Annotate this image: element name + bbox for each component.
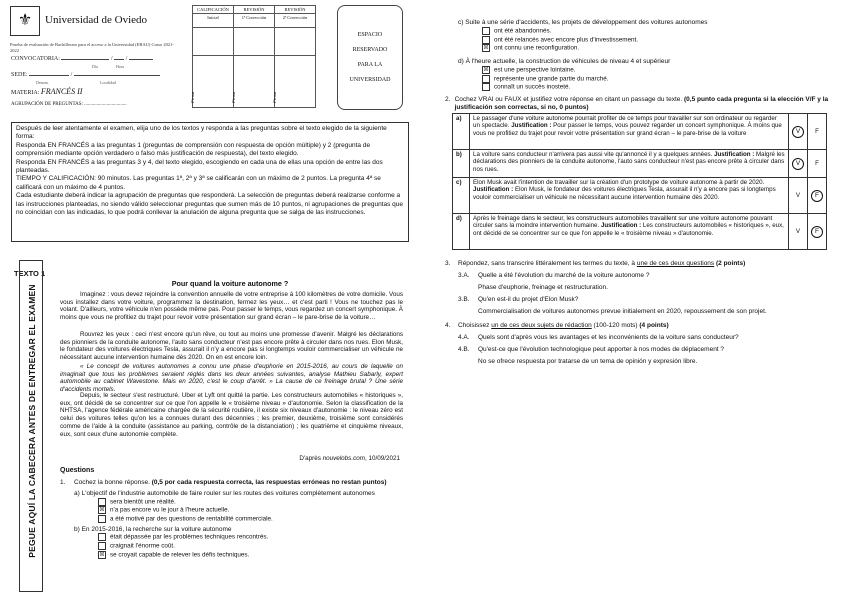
side-instruction: PEGUE AQUÍ LA CABECERA ANTES DE ENTREGAR EL EXAMEN: [27, 284, 37, 558]
instructions-paragraph: TIEMPO Y CALIFICACIÓN: 90 minutos. Las preguntas 1ª, 2ª y 3ª se calificarán con un máximo de 2 puntos. La pregunta 4ª se calificará con un máximo de 4 puntos.: [16, 175, 381, 191]
firma-label: Firma: [272, 91, 277, 103]
tf-row: [453, 178, 827, 214]
tf-text: Après le freinage dans le secteur, les constructeurs automobiles travaillent sur une voiture autonome pouvant circuler sans la moindre intervention humaine.: [473, 215, 773, 230]
firma-cell[interactable]: [231, 56, 275, 108]
option-label: représente une grande partie du marché.: [494, 75, 609, 83]
article-paragraph: Rouvrez les yeux : ceci n'est encore qu'un rêve, ou tout au moins une promesse d'avenir. Malgré les déclarations des pionniers de la conduite autonome, l'auto sans conducteur n'est pas encore prête à circuler dans nos rues. Elon Musk, le fondateur des voitures électriques Tesla, assurait il n'y a encore pas si longtemps vouloir commercialiser un véhicule ne nécessitant aucune intervention humaine dès 2020. On en est encore loin.: [60, 331, 403, 362]
tf-true-option[interactable]: [789, 178, 808, 214]
q1d-option[interactable]: [482, 83, 828, 92]
question-1: [60, 479, 405, 559]
espacio-line: UNIVERSIDAD: [349, 76, 391, 83]
tf-true-label: V: [795, 227, 801, 235]
option-label: a été motivé par des questions de rentabilité commerciale.: [110, 515, 273, 523]
q1d-option[interactable]: [482, 66, 828, 75]
q3b-answer: Commercialisation de voitures autonomes prevue initialement en 2020, repoussement de son projet.: [478, 308, 767, 315]
question-4-heading: [445, 322, 830, 330]
sede-field: SEDE: /: [11, 72, 160, 78]
q1d-intro: d) À l'heure actuelle, la construction de véhicules de niveau 4 et supérieur: [458, 58, 671, 65]
tf-false-circled: F: [811, 226, 823, 238]
question-1d: [458, 58, 828, 92]
calif-header: CALIFICACIÓN: [193, 6, 234, 14]
tf-just-label: Justification :: [600, 222, 642, 230]
tf-true-option[interactable]: [789, 214, 808, 250]
q1b-option[interactable]: [98, 533, 405, 542]
tf-false-option[interactable]: [808, 214, 827, 250]
q4a-question: Quels sont d'après vous les avantages et les inconvénients de la voiture sans conducteur?: [478, 334, 739, 341]
tf-just-label: Justification :: [714, 151, 755, 158]
checkbox[interactable]: [98, 498, 106, 506]
materia-label: MATERIA:: [11, 90, 40, 96]
true-false-table: [452, 113, 827, 250]
q1a-option[interactable]: [98, 506, 405, 515]
tf-statement: [470, 114, 789, 150]
q1a-intro: a) L'objectif de l'industrie automobile de faire rouler sur les routes des voitures complètement autonomes: [74, 489, 375, 497]
q3-text: Répondez, sans transcrire littéralement les termes du texte, à: [458, 260, 637, 267]
tf-false-circled: F: [811, 190, 823, 202]
tf-just-label: Justification :: [511, 122, 552, 130]
question-3-heading: [445, 260, 830, 268]
tf-false-option[interactable]: [808, 178, 827, 214]
tf-row: [453, 150, 827, 178]
option-label: était dépassée par les problèmes techniques rencontrés.: [110, 534, 269, 542]
question-2-heading: [445, 96, 830, 112]
q3b-question: Qu'en est-il du projet d'Elon Musk?: [478, 296, 579, 303]
article-title: Pour quand la voiture autonome ?: [171, 279, 289, 288]
tf-justification: Les constructeurs automobiles « historiques », eux, ont décidé de se concentrer sur ce que l'on appelle le « troisième niveau » d'autonomie.: [473, 222, 784, 237]
q4b-answer: No se ofrece respuesta por tratarse de un tema de opinión y expresión libre.: [478, 358, 698, 365]
calif-cell[interactable]: [234, 28, 275, 56]
tf-just-label: Justification :: [473, 186, 514, 194]
option-label: ont connu une reconfiguration.: [494, 45, 580, 53]
tf-justification: Malgré les déclarations des pionniers de la conduite autonome, l'auto sans conducteur n'est pas encore prête à circuler dans nos rues.: [473, 151, 785, 173]
tf-row: [453, 214, 827, 250]
q1b-option[interactable]: [98, 542, 405, 551]
option-label: ont été abandonnés.: [494, 27, 552, 35]
checkbox[interactable]: ☒: [483, 45, 489, 52]
instructions-paragraph: Después de leer atentamente el examen, elija uno de los textos y responda a las preguntas sobre el texto elegido de la siguiente forma:: [16, 125, 387, 141]
checkbox[interactable]: [482, 75, 490, 83]
checkbox[interactable]: [98, 515, 106, 523]
calif-header: REVISIÓN: [275, 6, 316, 14]
sede-localidad-label: Localidad: [100, 80, 116, 85]
option-label: craignait l'énorme coût.: [110, 542, 175, 550]
q4-options: [458, 334, 828, 366]
q4b-question: Qu'est-ce que l'évolution technologique peut apporter à nos modes de déplacement ?: [478, 346, 725, 353]
espacio-line: ESPACIO: [357, 31, 383, 38]
option-label: sera bientôt une réalité.: [110, 498, 176, 506]
q3-number: 3.: [445, 260, 451, 267]
q2-text: Cochez VRAI ou FAUX et justifiez votre réponse en citant un passage du texte.: [454, 96, 685, 103]
calif-sub: 1ª Corrección: [234, 14, 275, 28]
q1c-option[interactable]: [482, 44, 828, 53]
q1-text: Cochez la bonne réponse.: [74, 479, 152, 486]
q4-text: Choisissez: [458, 322, 492, 329]
q1a-option[interactable]: [98, 515, 405, 524]
tf-false-option[interactable]: [808, 150, 827, 178]
tf-false-label: F: [815, 159, 819, 167]
tf-true-option[interactable]: [789, 114, 808, 150]
tf-true-circled: V: [792, 158, 804, 170]
instructions-paragraph: Cada estudiante deberá indicar la agrupación de preguntas que responderá. La selección de preguntas deberá realizarse conforme a las instrucciones planteadas, no siendo válido seleccionar preguntas que sumen más de 10 puntos, ni agrupaciones de preguntas que no coincidan con las indicadas, lo que podrá conllevar la anulación de alguna pregunta que se salga de las instrucciones.: [16, 192, 404, 217]
q1b-intro: b) En 2015-2016, la recherche sur la voiture autonome: [74, 525, 232, 533]
tf-true-circled: V: [792, 126, 804, 138]
tf-justification: Pour passer le temps, vous pouvez regarder un concert symphonique. À moins que vous ne profitiez du trajet pour revoir votre présentation sur grand écran – le pare-brise de la voiture: [473, 122, 782, 137]
q1a-option[interactable]: [98, 498, 405, 507]
q3-text-underlined: une de ces deux questions: [636, 260, 715, 267]
option-label: est une perspective lointaine.: [494, 66, 576, 74]
tf-letter: c): [453, 178, 470, 214]
agrupacion-field: AGRUPACIÓN DE PREGUNTAS: ..................................: [11, 102, 127, 107]
instructions-paragraph: Responda EN FRANCÉS a las preguntas 1 (preguntas de comprensión con respuesta de opción múltiple) y 2 (pregunta de comprensión mediante opción verdadero o falso más justificación de respuesta), del texto elegido.: [16, 141, 371, 158]
q1-scoring: (0,5 por cada respuesta correcta, las respuestas erróneas no restan puntos): [151, 479, 387, 486]
sede-label: SEDE:: [11, 72, 28, 78]
source-name: nouvelobs.com: [322, 455, 365, 462]
checkbox[interactable]: ☒: [99, 551, 105, 558]
option-label: connaît un succès inosteté.: [494, 84, 571, 92]
checkbox[interactable]: [482, 83, 490, 91]
tf-text: Elon Musk avait l'intention de travailler sur la création d'un prototype de voiture autonome à partir de 2020.: [473, 179, 765, 186]
university-name: Universidad de Oviedo: [45, 14, 148, 26]
question-1c: [458, 19, 828, 53]
tf-false-label: F: [815, 127, 819, 135]
sede-denom-label: Denom.: [36, 80, 49, 85]
option-label: n'a pas encore vu le jour à l'heure actuelle.: [110, 506, 230, 514]
q3-options: [458, 272, 828, 316]
tf-justification: Elon Musk, le fondateur des voitures électriques Tesla, assurait il n'y a encore pas si longtemps vouloir commercialiser un véhicule ne nécessitant aucune intervention humaine dès 2020.: [473, 186, 776, 201]
source-date: , 10/09/2021: [364, 455, 400, 462]
tf-letter: b): [453, 150, 470, 178]
questions-heading: Questions: [60, 467, 95, 474]
checkbox[interactable]: [98, 542, 106, 550]
q4-number: 4.: [445, 322, 451, 329]
q1d-option[interactable]: [482, 75, 828, 84]
source-prefix: D'après: [299, 455, 323, 462]
exam-subtitle: Prueba de evaluación de Bachillerato para el acceso a la Universidad (EBAU) Curso 2021-2022: [10, 42, 174, 53]
q1c-option[interactable]: [482, 36, 828, 45]
calif-sub: Inicial: [193, 14, 234, 28]
tf-false-option[interactable]: [808, 114, 827, 150]
espacio-line: PARA LA: [357, 61, 383, 68]
q3-scoring: (2 points): [714, 260, 746, 267]
tf-letter: d): [453, 214, 470, 250]
q1-number: 1.: [60, 479, 66, 486]
materia-value: FRANCÉS II: [40, 87, 83, 96]
tf-statement: [470, 178, 789, 214]
calif-header: REVISIÓN: [234, 6, 275, 14]
instructions-paragraph: Responda EN FRANCÉS a las preguntas 3 y 4, del texto elegido, escogiendo en cada una de ellas una opción de entre las dos planteadas.: [16, 158, 383, 175]
convocatoria-day-label: Día: [92, 64, 98, 69]
checkbox[interactable]: ☒: [99, 507, 105, 514]
instructions-box: [11, 122, 409, 242]
tf-true-label: V: [795, 191, 801, 199]
espacio-reservado-box: [337, 5, 403, 110]
q2-scoring: (0,5 punto cada pregunta si la elección V/F y la justificación son correctas, si no, 0 puntos): [454, 96, 829, 111]
convocatoria-label: CONVOCATORIA:: [11, 56, 60, 62]
tf-true-option[interactable]: [789, 150, 808, 178]
firma-cell[interactable]: [272, 56, 316, 108]
q1c-option[interactable]: [482, 27, 828, 36]
q3a-question: Quelle a été l'évolution du marché de la voiture autonome ?: [478, 272, 650, 279]
tf-letter: a): [453, 114, 470, 150]
option-label: ont été relancés avec encore plus d'investissement.: [494, 36, 639, 44]
q2-number: 2.: [445, 96, 451, 103]
university-logo: ⚜: [10, 6, 40, 36]
calif-sub: 2ª Corrección: [275, 14, 316, 28]
tf-text: Le passager d'une voiture autonome pourrait profiter de ce temps pour travailler sur son ordinateur ou regarder un spectacle.: [473, 115, 777, 130]
firma-label: Firma: [190, 91, 195, 103]
article-paragraph: « Le concept de voitures autonomes a connu une phase d'euphorie en 2015-2016, au cours de laquelle on imaginait que tous les problèmes seraient réglés dans les deux années suivantes, analyse Mathieu Sabarly, expert automobile au cabinet Wavestone. Mais en 2020, c'est le coup d'arrêt. » La cause de ce freinage brutal ? Une série d'accidents mortels.: [60, 363, 403, 394]
calificacion-table: [192, 5, 316, 108]
firma-cell[interactable]: [190, 56, 234, 108]
q4-text-underlined: un de ces deux sujets de rédaction: [491, 322, 592, 329]
q1b-option[interactable]: [98, 551, 405, 560]
article-source: [250, 455, 400, 462]
checkbox[interactable]: ☒: [483, 67, 489, 73]
q3a-number: 3.A.: [458, 272, 470, 279]
tf-row: [453, 114, 827, 150]
calif-cell[interactable]: [275, 28, 316, 56]
q4a-number: 4.A.: [458, 334, 470, 341]
checkbox[interactable]: [98, 533, 106, 541]
q3b-number: 3.B.: [458, 296, 470, 303]
q4-scoring: (4 points): [639, 322, 669, 329]
tf-statement: [470, 150, 789, 178]
checkbox[interactable]: [482, 27, 490, 35]
checkbox[interactable]: [482, 36, 490, 44]
tf-text: La voiture sans conducteur n'arrivera pas aussi vite qu'annoncé il y a quelques années.: [473, 151, 715, 158]
convocatoria-hour-label: Hora: [116, 64, 124, 69]
texto-label: TEXTO 1: [14, 269, 46, 278]
calif-cell[interactable]: [193, 28, 234, 56]
espacio-line: RESERVADO: [352, 46, 388, 53]
firma-label: Firma: [231, 91, 236, 103]
tf-statement: [470, 214, 789, 250]
materia-field: [11, 87, 82, 96]
q4b-number: 4.B.: [458, 346, 470, 353]
q3a-answer: Phase d'euphorie, freinage et restructuration.: [478, 284, 608, 291]
q1c-intro: c) Suite à une série d'accidents, les projets de développement des voitures autonomes: [458, 19, 708, 26]
q4-words: (100-120 mots): [591, 322, 640, 329]
article-paragraph: Imaginez : vous devez rejoindre la convention annuelle de votre entreprise à 100 kilomètres de votre domicile. Vous vous installez dans votre voiture, programmez la destination, fermez les yeux… et c'est parti ! Vous ne touchez pas le volant. D'ailleurs, votre véhicule n'en possède même pas. Pour passer le temps, vous regardez un concert symphonique. À moins que vous ne profitiez du trajet pour revoir votre présentation sur grand écran – le pare-brise de la voiture…: [60, 291, 403, 322]
article-paragraph: Depuis, le secteur s'est restructuré. Uber et Lyft ont quitté la partie. Les constructeurs automobiles « historiques », eux, ont décidé de se concentrer sur ce que l'on appelle le « troisième niveau » d'autonomie. Selon la classification de la NHTSA, l'agence fédérale américaine chargée de la sécurité routière, il existe six niveaux d'autonomie : le niveau zéro est celui des voitures telles qu'on les a connues durant des décennies ; les premier, deuxième, troisième sont considérés comme de l'aide à la conduite (assistance au parking, contrôle de la distanciation) ; les quatrième et cinquième niveaux, eux, sont ceux d'une autonomie complète.: [60, 392, 403, 438]
option-label: se croyait capable de relever les défis techniques.: [110, 551, 250, 559]
convocatoria-field: CONVOCATORIA: / /: [11, 56, 153, 62]
